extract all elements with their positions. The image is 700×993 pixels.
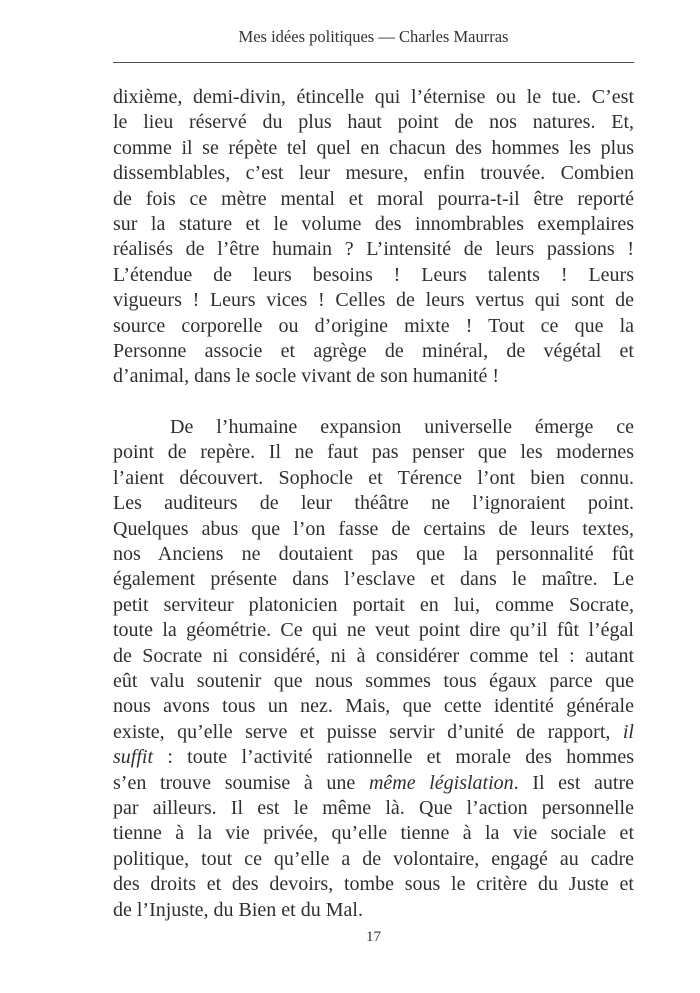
text-line: l’aient découvert. Sophocle et Térence l’ont bien connu. xyxy=(113,466,634,489)
paragraph xyxy=(113,85,634,390)
text-line: dixième, demi-divin, étincelle qui l’éternise ou le tue. C’est xyxy=(113,86,634,108)
text-line: tienne à la vie privée, qu’elle tienne à la vie sociale et xyxy=(113,822,634,845)
text-line: le lieu réservé du plus haut point de nos natures. Et, xyxy=(113,111,634,134)
text-line: sur la stature et le volume des innombrables exemplaires xyxy=(113,212,634,235)
text-block xyxy=(113,85,634,923)
text-line: nos Anciens ne doutaient pas que la personnalité fût xyxy=(113,543,634,566)
page-number: 17 xyxy=(366,929,381,945)
text-line: L’étendue de leurs besoins ! Leurs talents ! Leurs xyxy=(113,263,634,286)
running-title: Mes idées politiques — Charles Maurras xyxy=(238,27,509,46)
text-line: de l’Injuste, du Bien et du Mal. xyxy=(113,898,363,921)
text-line: nous avons tous un nez. Mais, que cette identité générale xyxy=(113,695,634,718)
text-line: dissemblables, c’est leur mesure, enfin trouvée. Combien xyxy=(113,162,634,185)
text-line: s’en trouve soumise à une même législation. Il est autre xyxy=(113,771,634,794)
text-line: source corporelle ou d’origine mixte ! Tout ce que la xyxy=(113,314,634,337)
text-line: Personne associe et agrège de minéral, de végétal et xyxy=(113,339,634,362)
text-line: Quelques abus que l’on fasse de certains de leurs textes, xyxy=(113,517,634,540)
page-header xyxy=(113,27,634,47)
text-line: d’animal, dans le socle vivant de son humanité ! xyxy=(113,365,500,388)
text-line: suffit : toute l’activité rationnelle et morale des hommes xyxy=(113,746,634,769)
text-line: réalisés de l’être humain ? L’intensité de leurs passions ! xyxy=(113,238,634,261)
text-line: des droits et des devoirs, tombe sous le critère du Juste et xyxy=(113,873,634,896)
text-line: politique, tout ce qu’elle a de volontaire, engagé au cadre xyxy=(113,847,634,870)
text-line: De l’humaine expansion universelle émerge ce xyxy=(170,416,634,439)
text-line: comme il se répète tel quel en chacun des hommes les plus xyxy=(113,136,634,159)
paragraph xyxy=(113,415,634,923)
text-line: également présente dans l’esclave et dans le maître. Le xyxy=(113,568,634,591)
text-line: vigueurs ! Leurs vices ! Celles de leurs vertus qui sont de xyxy=(113,289,634,312)
page-footer xyxy=(113,929,634,946)
text-line: de Socrate ni considéré, ni à considérer comme tel : autant xyxy=(113,644,634,667)
text-line: point de repère. Il ne faut pas penser que les modernes xyxy=(113,441,634,464)
text-line: de fois ce mètre mental et moral pourra-t-il être reporté xyxy=(113,187,634,210)
text-line: petit serviteur platonicien portait en lui, comme Socrate, xyxy=(113,593,634,616)
header-divider xyxy=(113,62,634,63)
text-line: par ailleurs. Il est le même là. Que l’action personnelle xyxy=(113,796,634,819)
text-line: eût valu soutenir que nous sommes tous égaux parce que xyxy=(113,669,634,692)
text-line: toute la géométrie. Ce qui ne veut point dire qu’il fût l’égal xyxy=(113,619,634,642)
text-line: existe, qu’elle serve et puisse servir d’unité de rapport, il xyxy=(113,720,634,743)
text-line: Les auditeurs de leur théâtre ne l’ignoraient point. xyxy=(113,492,634,515)
